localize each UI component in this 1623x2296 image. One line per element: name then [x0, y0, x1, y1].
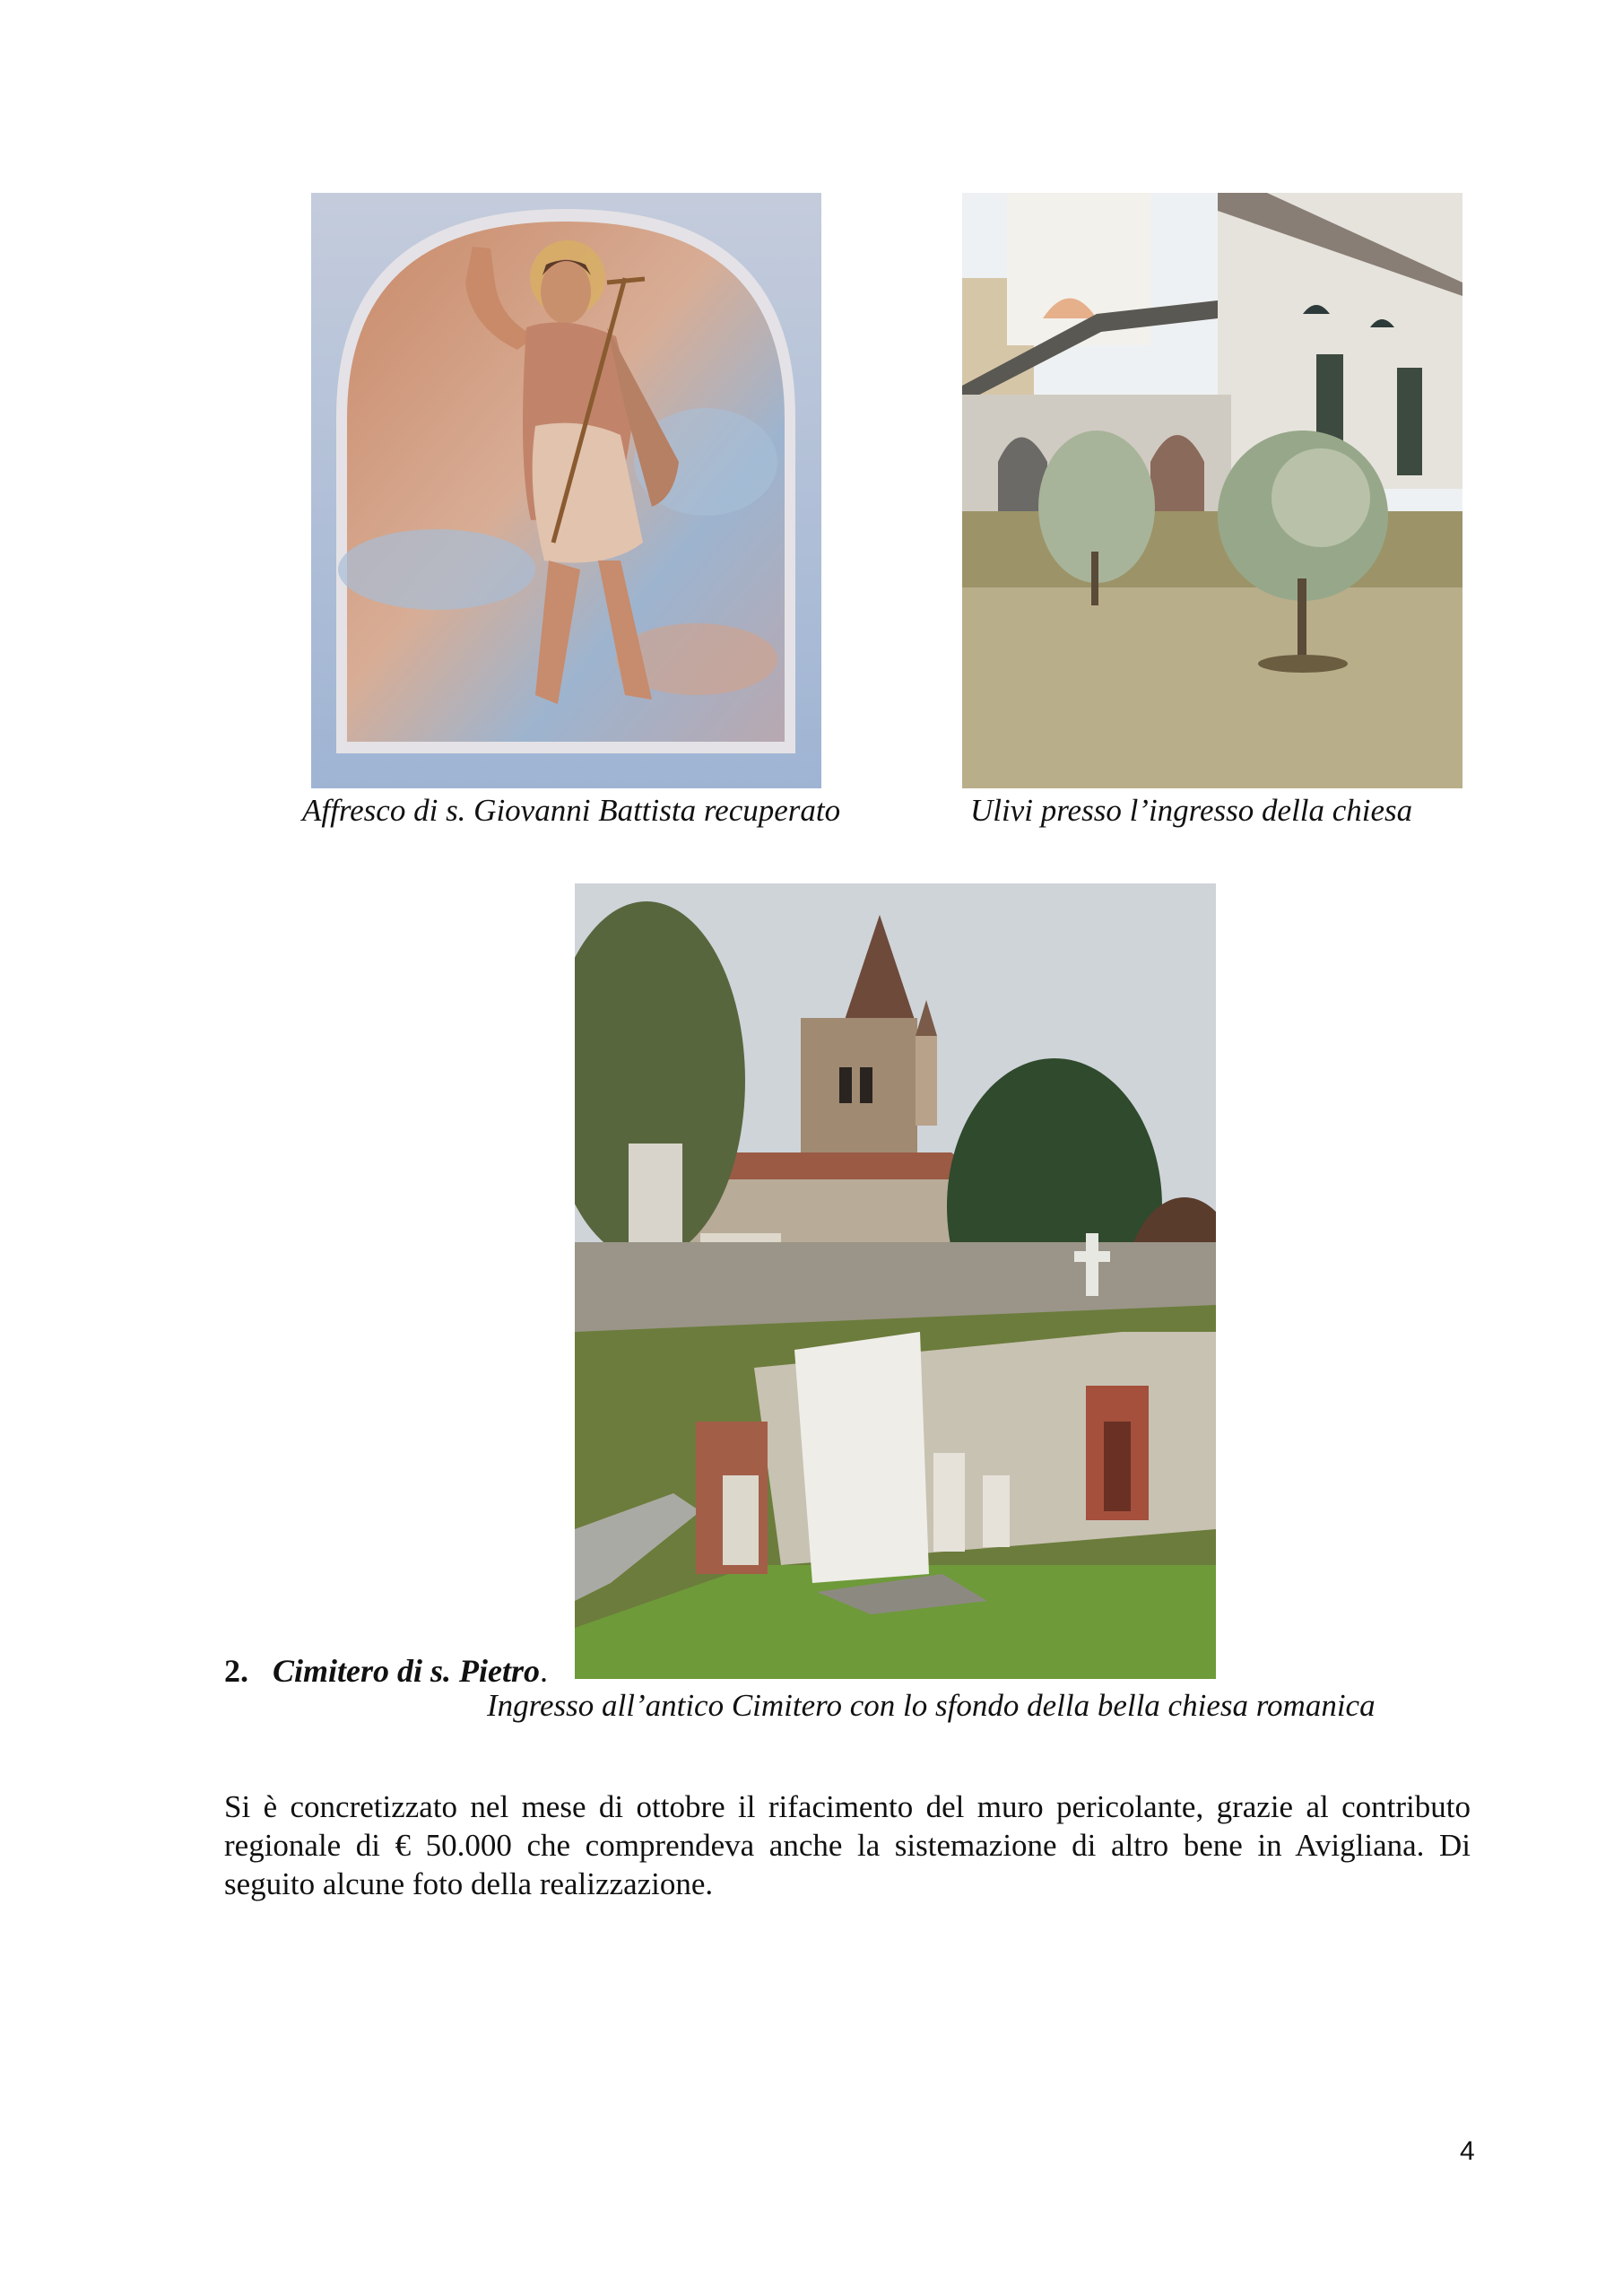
cemetery-photo — [575, 883, 1216, 1679]
section-title-suffix: . — [540, 1653, 549, 1689]
olive-trees-caption: Ulivi presso l’ingresso della chiesa — [970, 793, 1413, 828]
body-paragraph: Si è concretizzato nel mese di ottobre il rifacimento del muro pericolante, grazie al contributo regionale di € 50.000 che comprendeva anche la sistemazione di altro bene in Avigliana. Di seguito alcune foto della realizzazione. — [224, 1789, 1471, 1901]
fresco-photo — [311, 193, 821, 788]
section-number: 2. — [224, 1653, 248, 1689]
olive-trees-photo — [962, 193, 1462, 788]
cemetery-caption: Ingresso all’antico Cimitero con lo sfondo della bella chiesa romanica — [487, 1688, 1376, 1723]
fresco-caption: Affresco di s. Giovanni Battista recuperato — [302, 793, 841, 828]
section-heading — [224, 1652, 548, 1690]
page-number: 4 — [1460, 2136, 1475, 2166]
section-title: Cimitero di s. Pietro — [273, 1653, 541, 1689]
